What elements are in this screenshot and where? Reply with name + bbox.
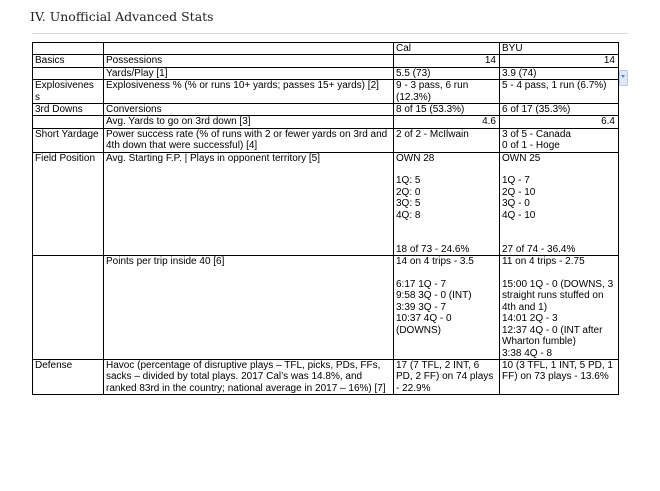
cal-trip-line: 3:39 3Q - 7 — [396, 301, 447, 313]
cal-value: 9 - 3 pass, 6 run (12.3%) — [394, 80, 500, 104]
byu-value: 6.4 — [500, 116, 619, 128]
metric-cell: Points per trip inside 40 [6] — [104, 256, 394, 360]
header-cal: Cal — [394, 43, 500, 55]
category-cell — [33, 67, 104, 79]
cal-trips-summary: 14 on 4 trips - 3.5 — [396, 256, 474, 268]
byu-avg-start: OWN 25 — [502, 152, 541, 164]
metric-cell: Conversions — [104, 104, 394, 116]
table-row — [33, 55, 619, 67]
byu-value: 3.9 (74) — [500, 67, 619, 79]
byu-quarter-line: 4Q - 10 — [502, 209, 536, 221]
category-cell — [33, 116, 104, 128]
cal-value: 5.5 (73) — [394, 67, 500, 79]
metric-cell: Avg. Starting F.P. | Plays in opponent territory [5] — [104, 152, 394, 256]
metric-cell: Explosiveness % (% or runs 10+ yards; passes 15+ yards) [2] — [104, 80, 394, 104]
cal-value: 17 (7 TFL, 2 INT, 6 PD, 2 FF) on 74 plays - 22.9% — [394, 359, 500, 394]
cal-avg-start: OWN 28 — [396, 152, 435, 164]
table-row — [33, 256, 619, 360]
byu-power-line: 0 of 1 - Hoge — [502, 140, 560, 152]
metric-cell: Yards/Play [1] — [104, 67, 394, 79]
cal-value: 4.6 — [394, 116, 500, 128]
byu-quarter-line: 1Q - 7 — [502, 175, 530, 187]
heading-divider — [32, 33, 628, 34]
cal-territory-total: 18 of 73 - 24.6% — [396, 243, 470, 255]
metric-cell: Power success rate (% of runs with 2 or fewer yards on 3rd and 4th down that were successful) [4] — [104, 128, 394, 152]
table-row — [33, 152, 619, 256]
table-row — [33, 359, 619, 394]
cal-value: 14 — [394, 55, 500, 67]
header-empty-category — [33, 43, 104, 55]
category-cell: Defense — [33, 359, 104, 394]
byu-trip-line: 15:00 1Q - 0 (DOWNS, 3 straight runs stuffed on 4th and 1) — [502, 279, 614, 313]
cal-value — [394, 256, 500, 360]
category-cell: Field Position — [33, 152, 104, 256]
byu-value — [500, 152, 619, 256]
table-row — [33, 104, 619, 116]
byu-value — [500, 256, 619, 360]
byu-value: 10 (3 TFL, 1 INT, 5 PD, 1 FF) on 73 plays - 13.6% — [500, 359, 619, 394]
metric-cell: Avg. Yards to go on 3rd down [3] — [104, 116, 394, 128]
cal-quarter-line: 2Q: 0 — [396, 186, 421, 198]
cal-value: 2 of 2 - McIlwain — [394, 128, 500, 152]
cal-trip-line: 9:58 3Q - 0 (INT) — [396, 290, 472, 302]
byu-trips-summary: 11 on 4 trips - 2.75 — [502, 256, 585, 268]
category-cell: 3rd Downs — [33, 104, 104, 116]
cal-trip-line: 6:17 1Q - 7 — [396, 279, 447, 291]
table-resize-handle[interactable] — [619, 70, 628, 86]
byu-value — [500, 128, 619, 152]
byu-trip-line: 12:37 4Q - 0 (INT after Wharton fumble) — [502, 324, 603, 348]
byu-value: 6 of 17 (35.3%) — [500, 104, 619, 116]
category-cell — [33, 256, 104, 360]
header-empty-metric — [104, 43, 394, 55]
byu-territory-total: 27 of 74 - 36.4% — [502, 243, 576, 255]
byu-quarter-line: 2Q - 10 — [502, 186, 536, 198]
byu-power-line: 3 of 5 - Canada — [502, 128, 571, 140]
header-byu: BYU — [500, 43, 619, 55]
table-row — [33, 116, 619, 128]
table-row — [33, 128, 619, 152]
byu-quarter-line: 3Q - 0 — [502, 198, 530, 210]
byu-value: 14 — [500, 55, 619, 67]
table-header-row — [33, 43, 619, 55]
category-cell: Explosivenes s — [33, 80, 104, 104]
metric-cell: Havoc (percentage of disruptive plays – TFL, picks, PDs, FFs, sacks – divided by total plays. 2017 Cal’s was 14.8%, and ranked 83rd in the country; national average in 2017 – 16%) [7] — [104, 359, 394, 394]
cal-quarter-line: 3Q: 5 — [396, 198, 421, 210]
cal-value: 8 of 15 (53.3%) — [394, 104, 500, 116]
table-row — [33, 80, 619, 104]
category-cell: Basics — [33, 55, 104, 67]
cal-trip-line: 10:37 4Q - 0 (DOWNS) — [396, 313, 452, 336]
category-cell: Short Yardage — [33, 128, 104, 152]
metric-cell: Possessions — [104, 55, 394, 67]
cal-value — [394, 152, 500, 256]
cal-quarter-line: 1Q: 5 — [396, 175, 421, 187]
byu-value: 5 - 4 pass, 1 run (6.7%) — [500, 80, 619, 104]
section-heading: IV. Unofficial Advanced Stats — [30, 9, 214, 24]
advanced-stats-table — [32, 42, 619, 395]
table-row — [33, 67, 619, 79]
cal-quarter-line: 4Q: 8 — [396, 209, 421, 221]
byu-trip-line: 3:38 4Q - 8 — [502, 347, 553, 359]
byu-trip-line: 14:01 2Q - 3 — [502, 313, 558, 325]
